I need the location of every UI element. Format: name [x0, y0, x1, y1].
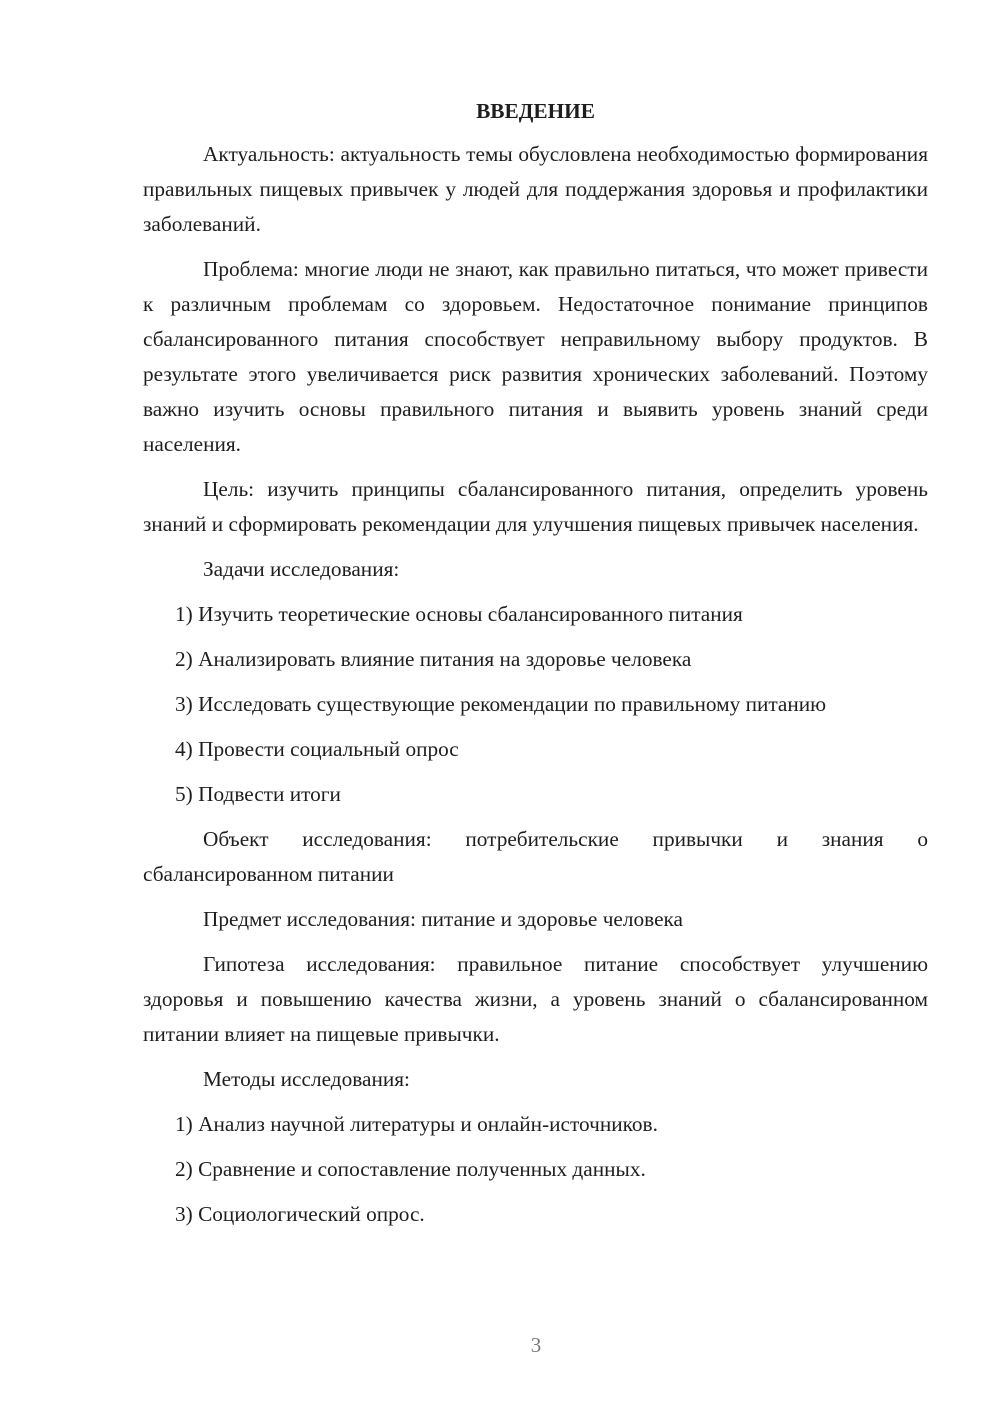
tasks-title: Задачи исследования: [203, 557, 400, 581]
relevance-paragraph: Актуальность: актуальность темы обусловлена необходимостью формирования правильных пищевых привычек у людей для поддержания здоровья и профилактики заболеваний. [143, 142, 928, 236]
section-heading: ВВЕДЕНИЕ [476, 99, 595, 123]
task-item-1: 1) Изучить теоретические основы сбалансированного питания [175, 602, 743, 626]
task-item-3: 3) Исследовать существующие рекомендации по правильному питанию [175, 692, 827, 716]
goal-paragraph: Цель: изучить принципы сбалансированного питания, определить уровень знаний и сформировать рекомендации для улучшения пищевых привычек населения. [143, 477, 928, 536]
page-content [143, 95, 928, 1242]
object-paragraph: Объект исследования: потребительские привычки и знания о сбалансированном питании [143, 827, 928, 886]
method-item-3: 3) Социологический опрос. [175, 1202, 425, 1226]
task-item-4: 4) Провести социальный опрос [175, 737, 459, 761]
hypothesis-paragraph: Гипотеза исследования: правильное питание способствует улучшению здоровья и повышению качества жизни, а уровень знаний о сбалансированном питании влияет на пищевые привычки. [143, 952, 928, 1046]
subject-paragraph: Предмет исследования: питание и здоровье человека [203, 907, 684, 931]
method-item-2: 2) Сравнение и сопоставление полученных данных. [175, 1157, 646, 1181]
method-item-1: 1) Анализ научной литературы и онлайн-источников. [175, 1112, 658, 1136]
problem-paragraph: Проблема: многие люди не знают, как правильно питаться, что может привести к различным проблемам со здоровьем. Недостаточное понимание принципов сбалансированного питания способствует неправильному выбору продуктов. В результате этого увеличивается риск развития хронических заболеваний. Поэтому важно изучить основы правильного питания и выявить уровень знаний среди населения. [143, 257, 928, 456]
methods-title: Методы исследования: [203, 1067, 410, 1091]
task-item-2: 2) Анализировать влияние питания на здоровье человека [175, 647, 692, 671]
task-item-5: 5) Подвести итоги [175, 782, 341, 806]
page-number: 3 [530, 1333, 542, 1357]
